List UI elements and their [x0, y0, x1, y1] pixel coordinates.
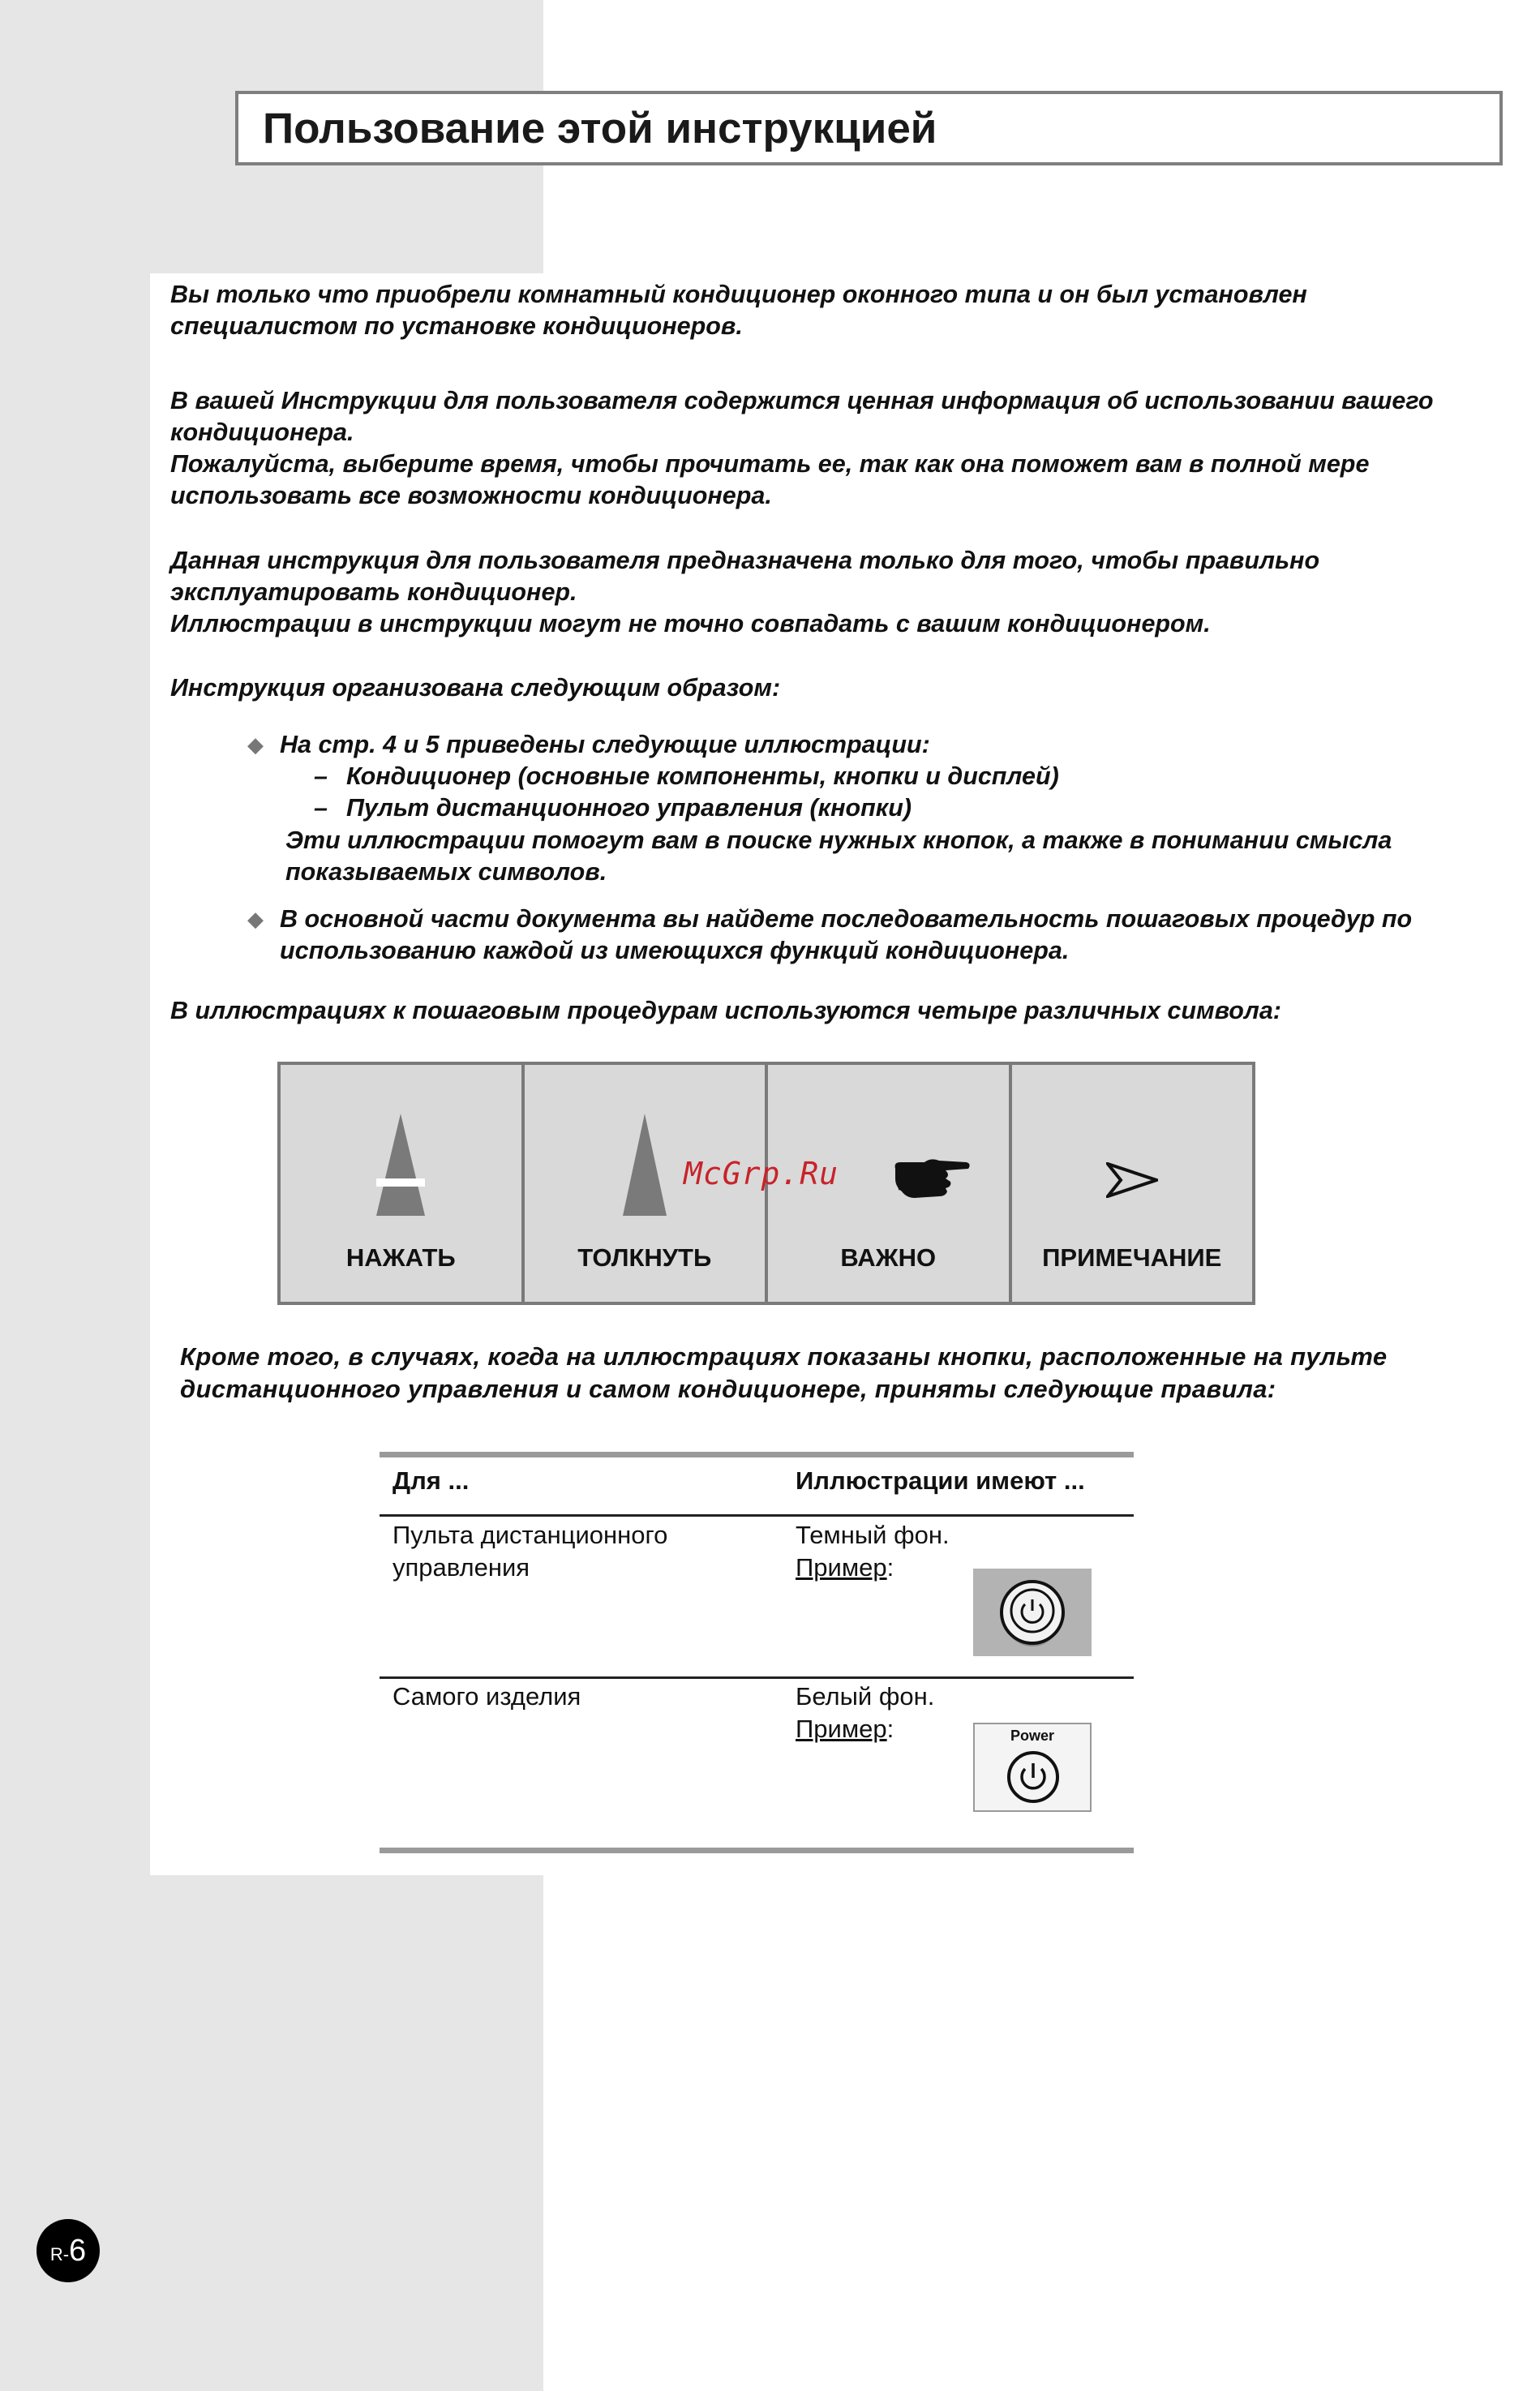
- power-label: Power: [1010, 1728, 1055, 1744]
- table-row-2-example: [796, 1713, 894, 1745]
- text-line: кондиционера.: [170, 419, 354, 446]
- bullet-2-line-2: использованию каждой из имеющихся функций кондиционера.: [280, 937, 1070, 964]
- dash-icon: –: [314, 762, 328, 790]
- press-arrow-icon: [281, 1114, 521, 1219]
- intro-paragraph-3: [170, 545, 1484, 640]
- table-header-for: Для ...: [393, 1466, 470, 1495]
- text-line: В вашей Инструкции для пользователя содержится ценная информация об использовании вашего: [170, 387, 1434, 414]
- text-line: Пульта дистанционного: [393, 1521, 668, 1549]
- dark-power-button-example: [973, 1569, 1092, 1656]
- dash-icon: –: [314, 794, 328, 822]
- example-label: Пример: [796, 1553, 887, 1582]
- text-line: Иллюстрации в инструкции могут не точно совпадать с вашим кондиционером.: [170, 610, 1211, 637]
- table-row-rule: [380, 1676, 1134, 1679]
- bullet-1-note-line-2: показываемых символов.: [285, 858, 607, 886]
- text-line: эксплуатировать кондиционер.: [170, 578, 577, 606]
- colon: :: [886, 1553, 894, 1582]
- intro-paragraph-1: [170, 279, 1484, 342]
- example-label: Пример: [796, 1715, 887, 1743]
- table-header-illustrations: Иллюстрации имеют ...: [796, 1466, 1085, 1495]
- text-line: Инструкция организована следующим образом:: [170, 674, 781, 702]
- text-line: Самого изделия: [393, 1682, 581, 1711]
- symbols-intro: [170, 995, 1484, 1027]
- text-line: Кроме того, в случаях, когда на иллюстрациях показаны кнопки, расположенные на пульте: [180, 1342, 1388, 1371]
- text-line: управления: [393, 1553, 530, 1582]
- text-line: Пожалуйста, выберите время, чтобы прочитать ее, так как она поможет вам в полной мере: [170, 450, 1370, 478]
- power-icon: [1005, 1749, 1062, 1805]
- text-line: использовать все возможности кондиционера.: [170, 482, 772, 509]
- table-row-1-example: [796, 1552, 894, 1584]
- diamond-bullet-icon: ◆: [247, 732, 264, 757]
- symbol-label: НАЖАТЬ: [345, 1243, 456, 1272]
- table-row-2-for: [393, 1681, 581, 1713]
- watermark-text: McGrp.Ru: [684, 1156, 839, 1191]
- bullet-1-note-line-1: Эти иллюстрации помогут вам в поиске нужных кнопок, а также в понимании смысла: [285, 826, 1392, 854]
- table-row-1-for: [393, 1519, 667, 1584]
- table-header-rule: [380, 1514, 1134, 1517]
- bullet-1-text: На стр. 4 и 5 приведены следующие иллюстрации:: [280, 731, 930, 758]
- page-number: [36, 2219, 100, 2282]
- note-arrow-icon: [1012, 1162, 1253, 1198]
- page-title-box: [235, 91, 1503, 165]
- intro-paragraph-2: [170, 385, 1484, 512]
- symbol-label: ПРИМЕЧАНИЕ: [1042, 1243, 1222, 1272]
- colon: :: [886, 1715, 894, 1743]
- symbol-note: [1012, 1065, 1253, 1302]
- symbol-press: [281, 1065, 521, 1302]
- diamond-bullet-icon: ◆: [247, 907, 264, 931]
- text-line: специалистом по установке кондиционеров.: [170, 312, 743, 340]
- white-power-button-example: [973, 1723, 1092, 1812]
- table-row-1-bg: Темный фон.: [796, 1521, 950, 1549]
- symbol-label: ВАЖНО: [840, 1243, 937, 1272]
- symbol-label: ТОЛКНУТЬ: [577, 1243, 712, 1272]
- page-number-value: 6: [69, 2234, 87, 2268]
- page-number-prefix: R-: [49, 2244, 70, 2264]
- text-line: дистанционного управления и самом кондиционере, приняты следующие правила:: [180, 1375, 1276, 1403]
- text-line: В иллюстрациях к пошаговым процедурам используются четыре различных символа:: [170, 997, 1281, 1024]
- intro-paragraph-4: [170, 672, 1484, 704]
- table-top-rule: [380, 1452, 1134, 1457]
- bullet-1-sub-2: Пульт дистанционного управления (кнопки): [346, 794, 912, 822]
- table-bottom-rule: [380, 1848, 1134, 1853]
- bullet-1-sub-1: Кондиционер (основные компоненты, кнопки и дисплей): [346, 762, 1059, 790]
- page-title: Пользование этой инструкцией: [263, 105, 937, 152]
- text-line: Вы только что приобрели комнатный кондиционер оконного типа и он был установлен: [170, 281, 1307, 308]
- rules-intro: [180, 1341, 1510, 1406]
- bullet-2-line-1: В основной части документа вы найдете последовательность пошаговых процедур по: [280, 905, 1413, 933]
- text-line: Данная инструкция для пользователя предназначена только для того, чтобы правильно: [170, 547, 1320, 574]
- power-icon: [973, 1569, 1092, 1656]
- table-row-2-bg: Белый фон.: [796, 1682, 935, 1711]
